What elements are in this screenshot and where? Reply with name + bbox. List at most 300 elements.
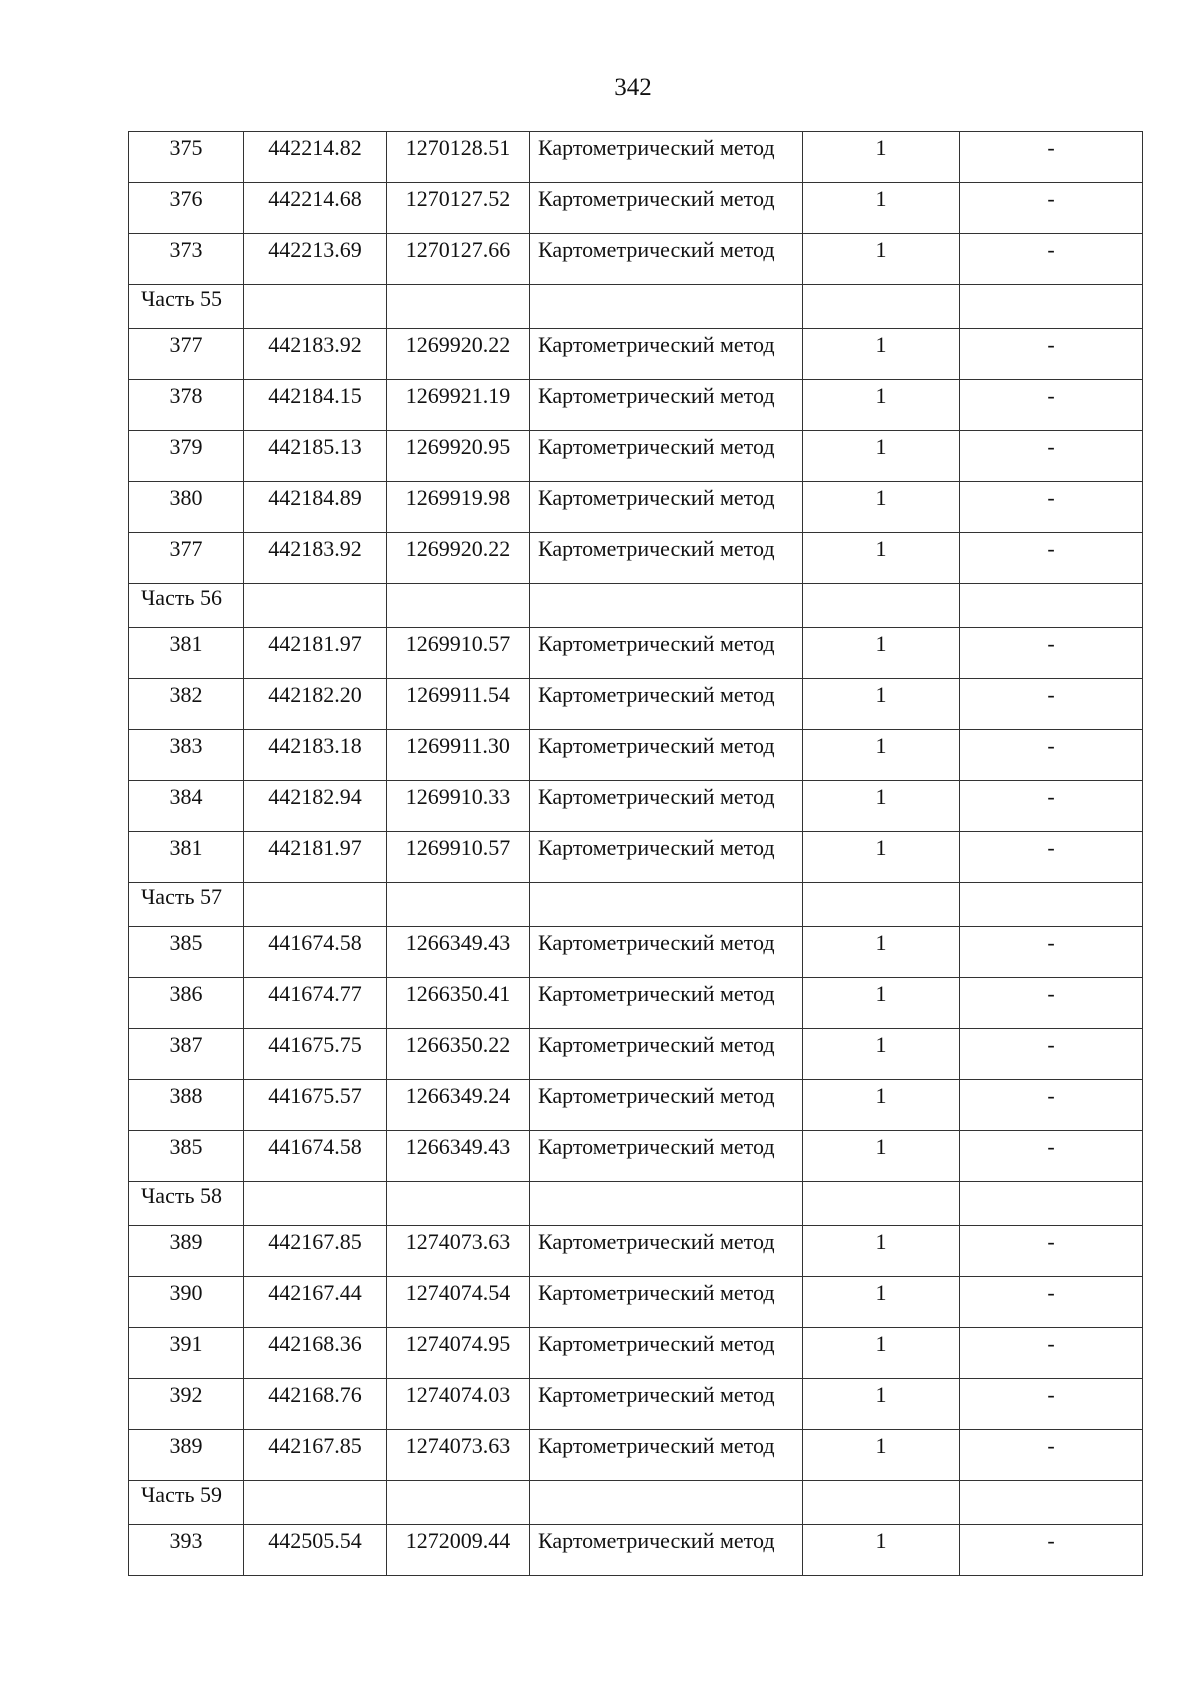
- x-coordinate-cell: [244, 380, 387, 431]
- method-cell: [530, 1430, 803, 1481]
- description-cell: [960, 781, 1143, 832]
- accuracy-cell: [803, 1481, 960, 1525]
- accuracy-cell: [803, 285, 960, 329]
- part-header-row: [129, 1182, 1143, 1226]
- accuracy-cell-text: 1: [875, 186, 887, 211]
- accuracy-cell: [803, 1080, 960, 1131]
- accuracy-cell: [803, 927, 960, 978]
- method-cell: [530, 1328, 803, 1379]
- accuracy-cell: [803, 183, 960, 234]
- point-number-cell-text: 376: [169, 186, 203, 211]
- accuracy-cell: [803, 584, 960, 628]
- accuracy-cell-text: 1: [875, 383, 887, 408]
- method-cell: [530, 679, 803, 730]
- point-number-cell: [129, 927, 244, 978]
- x-coordinate-cell: [244, 132, 387, 183]
- y-coordinate-cell: [387, 927, 530, 978]
- accuracy-cell-text: 1: [875, 981, 887, 1006]
- accuracy-cell-text: 1: [875, 682, 887, 707]
- method-cell-text: Картометрический метод: [538, 332, 775, 357]
- description-cell-text: -: [1047, 135, 1055, 160]
- point-number-cell: [129, 1131, 244, 1182]
- description-cell: [960, 832, 1143, 883]
- part-label-cell: [129, 883, 244, 927]
- method-cell-text: Картометрический метод: [538, 733, 775, 758]
- accuracy-cell-text: 1: [875, 1134, 887, 1159]
- accuracy-cell-text: 1: [875, 536, 887, 561]
- part-header-row: [129, 1481, 1143, 1525]
- description-cell: [960, 285, 1143, 329]
- description-cell: [960, 482, 1143, 533]
- method-cell: [530, 584, 803, 628]
- x-coordinate-cell: [244, 781, 387, 832]
- x-coordinate-cell: [244, 832, 387, 883]
- y-coordinate-cell-text: 1269920.95: [405, 434, 511, 459]
- point-number-cell: [129, 781, 244, 832]
- description-cell-text: -: [1047, 981, 1055, 1006]
- x-coordinate-cell: [244, 1525, 387, 1576]
- table-row: [129, 1131, 1143, 1182]
- y-coordinate-cell-text: 1269910.57: [405, 835, 511, 860]
- y-coordinate-cell-text: 1269920.22: [405, 536, 511, 561]
- description-cell-text: -: [1047, 536, 1055, 561]
- x-coordinate-cell-text: 441674.77: [268, 981, 362, 1006]
- x-coordinate-cell-text: 442184.15: [268, 383, 362, 408]
- y-coordinate-cell-text: 1274074.95: [405, 1331, 511, 1356]
- point-number-cell-text: 383: [169, 733, 203, 758]
- method-cell-text: Картометрический метод: [538, 186, 775, 211]
- method-cell: [530, 380, 803, 431]
- page-number: 342: [614, 74, 652, 101]
- x-cell: [244, 1481, 387, 1525]
- point-number-cell: [129, 183, 244, 234]
- description-cell: [960, 1182, 1143, 1226]
- method-cell-text: Картометрический метод: [538, 1331, 775, 1356]
- accuracy-cell: [803, 1379, 960, 1430]
- x-coordinate-cell-text: 441674.58: [268, 1134, 362, 1159]
- description-cell-text: -: [1047, 186, 1055, 211]
- table-row: [129, 730, 1143, 781]
- y-coordinate-cell: [387, 730, 530, 781]
- description-cell: [960, 679, 1143, 730]
- description-cell: [960, 1525, 1143, 1576]
- method-cell-text: Картометрический метод: [538, 1032, 775, 1057]
- point-number-cell-text: 382: [169, 682, 203, 707]
- accuracy-cell-text: 1: [875, 434, 887, 459]
- x-coordinate-cell: [244, 1277, 387, 1328]
- description-cell-text: -: [1047, 1083, 1055, 1108]
- point-number-cell-text: 377: [169, 536, 203, 561]
- method-cell-text: Картометрический метод: [538, 631, 775, 656]
- part-header-row: [129, 883, 1143, 927]
- accuracy-cell-text: 1: [875, 733, 887, 758]
- table-row: [129, 927, 1143, 978]
- description-cell-text: -: [1047, 835, 1055, 860]
- method-cell-text: Картометрический метод: [538, 1083, 775, 1108]
- y-coordinate-cell-text: 1266350.41: [405, 981, 511, 1006]
- y-coordinate-cell-text: 1266349.43: [405, 930, 511, 955]
- accuracy-cell: [803, 1328, 960, 1379]
- accuracy-cell-text: 1: [875, 1382, 887, 1407]
- description-cell: [960, 730, 1143, 781]
- y-coordinate-cell-text: 1269921.19: [405, 383, 511, 408]
- y-coordinate-cell: [387, 978, 530, 1029]
- point-number-cell-text: 381: [169, 631, 203, 656]
- accuracy-cell-text: 1: [875, 1229, 887, 1254]
- accuracy-cell: [803, 1277, 960, 1328]
- y-cell: [387, 584, 530, 628]
- x-coordinate-cell-text: 442182.20: [268, 682, 362, 707]
- y-coordinate-cell-text: 1270127.66: [405, 237, 511, 262]
- description-cell-text: -: [1047, 1229, 1055, 1254]
- table-row: [129, 1277, 1143, 1328]
- description-cell-text: -: [1047, 1280, 1055, 1305]
- table-row: [129, 132, 1143, 183]
- table-row: [129, 1029, 1143, 1080]
- accuracy-cell: [803, 628, 960, 679]
- description-cell: [960, 1131, 1143, 1182]
- table-row: [129, 1430, 1143, 1481]
- point-number-cell-text: 373: [169, 237, 203, 262]
- method-cell-text: Картометрический метод: [538, 1229, 775, 1254]
- y-coordinate-cell: [387, 1430, 530, 1481]
- x-coordinate-cell-text: 441674.58: [268, 930, 362, 955]
- accuracy-cell-text: 1: [875, 1331, 887, 1356]
- y-coordinate-cell-text: 1269911.54: [406, 682, 510, 707]
- point-number-cell: [129, 533, 244, 584]
- part-header-row: [129, 584, 1143, 628]
- point-number-cell-text: 385: [169, 930, 203, 955]
- x-coordinate-cell: [244, 1379, 387, 1430]
- method-cell: [530, 1029, 803, 1080]
- description-cell: [960, 584, 1143, 628]
- description-cell: [960, 1029, 1143, 1080]
- accuracy-cell-text: 1: [875, 1083, 887, 1108]
- y-coordinate-cell: [387, 533, 530, 584]
- part-label-cell-text: Часть 55: [141, 286, 222, 311]
- x-coordinate-cell: [244, 1328, 387, 1379]
- description-cell: [960, 132, 1143, 183]
- point-number-cell: [129, 1328, 244, 1379]
- description-cell: [960, 380, 1143, 431]
- x-coordinate-cell: [244, 1029, 387, 1080]
- x-coordinate-cell: [244, 183, 387, 234]
- accuracy-cell-text: 1: [875, 485, 887, 510]
- description-cell: [960, 533, 1143, 584]
- y-coordinate-cell: [387, 380, 530, 431]
- y-coordinate-cell-text: 1274073.63: [405, 1229, 511, 1254]
- method-cell: [530, 1080, 803, 1131]
- method-cell: [530, 781, 803, 832]
- y-coordinate-cell: [387, 1277, 530, 1328]
- point-number-cell: [129, 730, 244, 781]
- method-cell-text: Картометрический метод: [538, 835, 775, 860]
- description-cell: [960, 1080, 1143, 1131]
- point-number-cell-text: 378: [169, 383, 203, 408]
- point-number-cell-text: 377: [169, 332, 203, 357]
- method-cell: [530, 978, 803, 1029]
- point-number-cell-text: 385: [169, 1134, 203, 1159]
- x-coordinate-cell: [244, 482, 387, 533]
- y-coordinate-cell-text: 1269911.30: [406, 733, 510, 758]
- part-label-cell-text: Часть 56: [141, 585, 222, 610]
- point-number-cell-text: 379: [169, 434, 203, 459]
- accuracy-cell: [803, 1226, 960, 1277]
- accuracy-cell: [803, 132, 960, 183]
- method-cell-text: Картометрический метод: [538, 981, 775, 1006]
- accuracy-cell: [803, 380, 960, 431]
- x-cell: [244, 584, 387, 628]
- table-row: [129, 1379, 1143, 1430]
- point-number-cell-text: 375: [169, 135, 203, 160]
- description-cell-text: -: [1047, 930, 1055, 955]
- x-coordinate-cell-text: 442183.18: [268, 733, 362, 758]
- y-coordinate-cell-text: 1269910.57: [405, 631, 511, 656]
- description-cell: [960, 1328, 1143, 1379]
- accuracy-cell-text: 1: [875, 237, 887, 262]
- x-coordinate-cell: [244, 730, 387, 781]
- y-cell: [387, 285, 530, 329]
- point-number-cell-text: 380: [169, 485, 203, 510]
- x-coordinate-cell: [244, 1430, 387, 1481]
- description-cell: [960, 1379, 1143, 1430]
- point-number-cell: [129, 679, 244, 730]
- x-coordinate-cell-text: 442167.85: [268, 1433, 362, 1458]
- accuracy-cell: [803, 234, 960, 285]
- description-cell-text: -: [1047, 784, 1055, 809]
- y-coordinate-cell-text: 1266350.22: [405, 1032, 511, 1057]
- method-cell: [530, 730, 803, 781]
- method-cell: [530, 533, 803, 584]
- x-coordinate-cell-text: 442184.89: [268, 485, 362, 510]
- x-cell: [244, 1182, 387, 1226]
- method-cell: [530, 132, 803, 183]
- y-coordinate-cell-text: 1270128.51: [405, 135, 511, 160]
- x-coordinate-cell-text: 442182.94: [268, 784, 362, 809]
- table-row: [129, 533, 1143, 584]
- accuracy-cell-text: 1: [875, 332, 887, 357]
- y-coordinate-cell-text: 1274074.03: [405, 1382, 511, 1407]
- accuracy-cell-text: 1: [875, 835, 887, 860]
- point-number-cell-text: 390: [169, 1280, 203, 1305]
- x-cell: [244, 285, 387, 329]
- part-header-row: [129, 285, 1143, 329]
- x-coordinate-cell: [244, 234, 387, 285]
- table-row: [129, 1226, 1143, 1277]
- method-cell: [530, 628, 803, 679]
- accuracy-cell: [803, 482, 960, 533]
- description-cell: [960, 927, 1143, 978]
- point-number-cell: [129, 978, 244, 1029]
- y-coordinate-cell: [387, 781, 530, 832]
- method-cell: [530, 832, 803, 883]
- table-row: [129, 380, 1143, 431]
- point-number-cell: [129, 832, 244, 883]
- y-coordinate-cell-text: 1270127.52: [405, 186, 511, 211]
- description-cell-text: -: [1047, 434, 1055, 459]
- y-coordinate-cell-text: 1269919.98: [405, 485, 511, 510]
- x-coordinate-cell-text: 442185.13: [268, 434, 362, 459]
- accuracy-cell: [803, 431, 960, 482]
- x-coordinate-cell: [244, 679, 387, 730]
- y-coordinate-cell: [387, 1226, 530, 1277]
- description-cell-text: -: [1047, 1382, 1055, 1407]
- description-cell-text: -: [1047, 733, 1055, 758]
- description-cell: [960, 978, 1143, 1029]
- accuracy-cell: [803, 978, 960, 1029]
- point-number-cell-text: 384: [169, 784, 203, 809]
- method-cell-text: Картометрический метод: [538, 1528, 775, 1553]
- y-coordinate-cell: [387, 1525, 530, 1576]
- y-coordinate-cell: [387, 482, 530, 533]
- x-coordinate-cell: [244, 533, 387, 584]
- table-row: [129, 1080, 1143, 1131]
- accuracy-cell: [803, 329, 960, 380]
- point-number-cell-text: 393: [169, 1528, 203, 1553]
- accuracy-cell: [803, 533, 960, 584]
- accuracy-cell-text: 1: [875, 930, 887, 955]
- description-cell: [960, 883, 1143, 927]
- description-cell: [960, 1481, 1143, 1525]
- point-number-cell: [129, 1379, 244, 1430]
- table-row: [129, 431, 1143, 482]
- description-cell-text: -: [1047, 237, 1055, 262]
- accuracy-cell: [803, 730, 960, 781]
- x-coordinate-cell: [244, 329, 387, 380]
- x-coordinate-cell-text: 442181.97: [268, 835, 362, 860]
- method-cell-text: Картометрический метод: [538, 237, 775, 262]
- x-coordinate-cell-text: 442181.97: [268, 631, 362, 656]
- description-cell-text: -: [1047, 1032, 1055, 1057]
- x-coordinate-cell: [244, 1080, 387, 1131]
- description-cell-text: -: [1047, 1331, 1055, 1356]
- y-cell: [387, 1182, 530, 1226]
- y-coordinate-cell-text: 1274073.63: [405, 1433, 511, 1458]
- point-number-cell: [129, 1430, 244, 1481]
- description-cell-text: -: [1047, 332, 1055, 357]
- point-number-cell-text: 386: [169, 981, 203, 1006]
- y-coordinate-cell-text: 1274074.54: [405, 1280, 511, 1305]
- method-cell: [530, 285, 803, 329]
- point-number-cell: [129, 234, 244, 285]
- description-cell-text: -: [1047, 383, 1055, 408]
- point-number-cell: [129, 132, 244, 183]
- y-coordinate-cell: [387, 1080, 530, 1131]
- y-coordinate-cell: [387, 832, 530, 883]
- accuracy-cell: [803, 679, 960, 730]
- point-number-cell: [129, 1277, 244, 1328]
- accuracy-cell-text: 1: [875, 784, 887, 809]
- y-coordinate-cell: [387, 1379, 530, 1430]
- method-cell-text: Картометрический метод: [538, 135, 775, 160]
- y-cell: [387, 883, 530, 927]
- coordinates-table-body: [129, 132, 1143, 1576]
- point-number-cell: [129, 1029, 244, 1080]
- accuracy-cell-text: 1: [875, 1528, 887, 1553]
- x-coordinate-cell-text: 442167.85: [268, 1229, 362, 1254]
- point-number-cell: [129, 628, 244, 679]
- y-coordinate-cell: [387, 431, 530, 482]
- method-cell: [530, 1481, 803, 1525]
- x-coordinate-cell-text: 442505.54: [268, 1528, 362, 1553]
- description-cell: [960, 1226, 1143, 1277]
- point-number-cell: [129, 1525, 244, 1576]
- y-cell: [387, 1481, 530, 1525]
- part-label-cell-text: Часть 57: [141, 884, 222, 909]
- table-row: [129, 234, 1143, 285]
- accuracy-cell: [803, 1182, 960, 1226]
- accuracy-cell: [803, 883, 960, 927]
- method-cell: [530, 883, 803, 927]
- x-cell: [244, 883, 387, 927]
- part-label-cell: [129, 1481, 244, 1525]
- accuracy-cell: [803, 1430, 960, 1481]
- x-coordinate-cell-text: 442214.68: [268, 186, 362, 211]
- method-cell: [530, 234, 803, 285]
- part-label-cell-text: Часть 59: [141, 1482, 222, 1507]
- x-coordinate-cell: [244, 978, 387, 1029]
- x-coordinate-cell-text: 442167.44: [268, 1280, 362, 1305]
- point-number-cell: [129, 1226, 244, 1277]
- method-cell-text: Картометрический метод: [538, 930, 775, 955]
- y-coordinate-cell: [387, 1131, 530, 1182]
- x-coordinate-cell-text: 442168.76: [268, 1382, 362, 1407]
- part-label-cell: [129, 584, 244, 628]
- point-number-cell: [129, 482, 244, 533]
- method-cell-text: Картометрический метод: [538, 485, 775, 510]
- table-row: [129, 978, 1143, 1029]
- table-row: [129, 832, 1143, 883]
- point-number-cell-text: 381: [169, 835, 203, 860]
- method-cell: [530, 1379, 803, 1430]
- accuracy-cell: [803, 832, 960, 883]
- method-cell: [530, 1525, 803, 1576]
- table-row: [129, 329, 1143, 380]
- method-cell-text: Картометрический метод: [538, 536, 775, 561]
- method-cell-text: Картометрический метод: [538, 784, 775, 809]
- x-coordinate-cell: [244, 1131, 387, 1182]
- y-coordinate-cell: [387, 628, 530, 679]
- part-label-cell-text: Часть 58: [141, 1183, 222, 1208]
- table-row: [129, 679, 1143, 730]
- description-cell: [960, 1277, 1143, 1328]
- method-cell-text: Картометрический метод: [538, 1382, 775, 1407]
- point-number-cell-text: 391: [169, 1331, 203, 1356]
- y-coordinate-cell-text: 1266349.24: [405, 1083, 511, 1108]
- description-cell: [960, 329, 1143, 380]
- x-coordinate-cell: [244, 1226, 387, 1277]
- description-cell-text: -: [1047, 485, 1055, 510]
- x-coordinate-cell: [244, 927, 387, 978]
- y-coordinate-cell-text: 1272009.44: [405, 1528, 511, 1553]
- x-coordinate-cell-text: 442214.82: [268, 135, 362, 160]
- y-coordinate-cell: [387, 679, 530, 730]
- method-cell-text: Картометрический метод: [538, 434, 775, 459]
- description-cell: [960, 1430, 1143, 1481]
- y-coordinate-cell: [387, 1029, 530, 1080]
- point-number-cell: [129, 431, 244, 482]
- point-number-cell-text: 388: [169, 1083, 203, 1108]
- method-cell: [530, 927, 803, 978]
- x-coordinate-cell: [244, 628, 387, 679]
- description-cell-text: -: [1047, 1433, 1055, 1458]
- coordinates-table: [128, 131, 1143, 1576]
- accuracy-cell-text: 1: [875, 1280, 887, 1305]
- accuracy-cell: [803, 1029, 960, 1080]
- y-coordinate-cell-text: 1269920.22: [405, 332, 511, 357]
- description-cell: [960, 628, 1143, 679]
- point-number-cell-text: 389: [169, 1433, 203, 1458]
